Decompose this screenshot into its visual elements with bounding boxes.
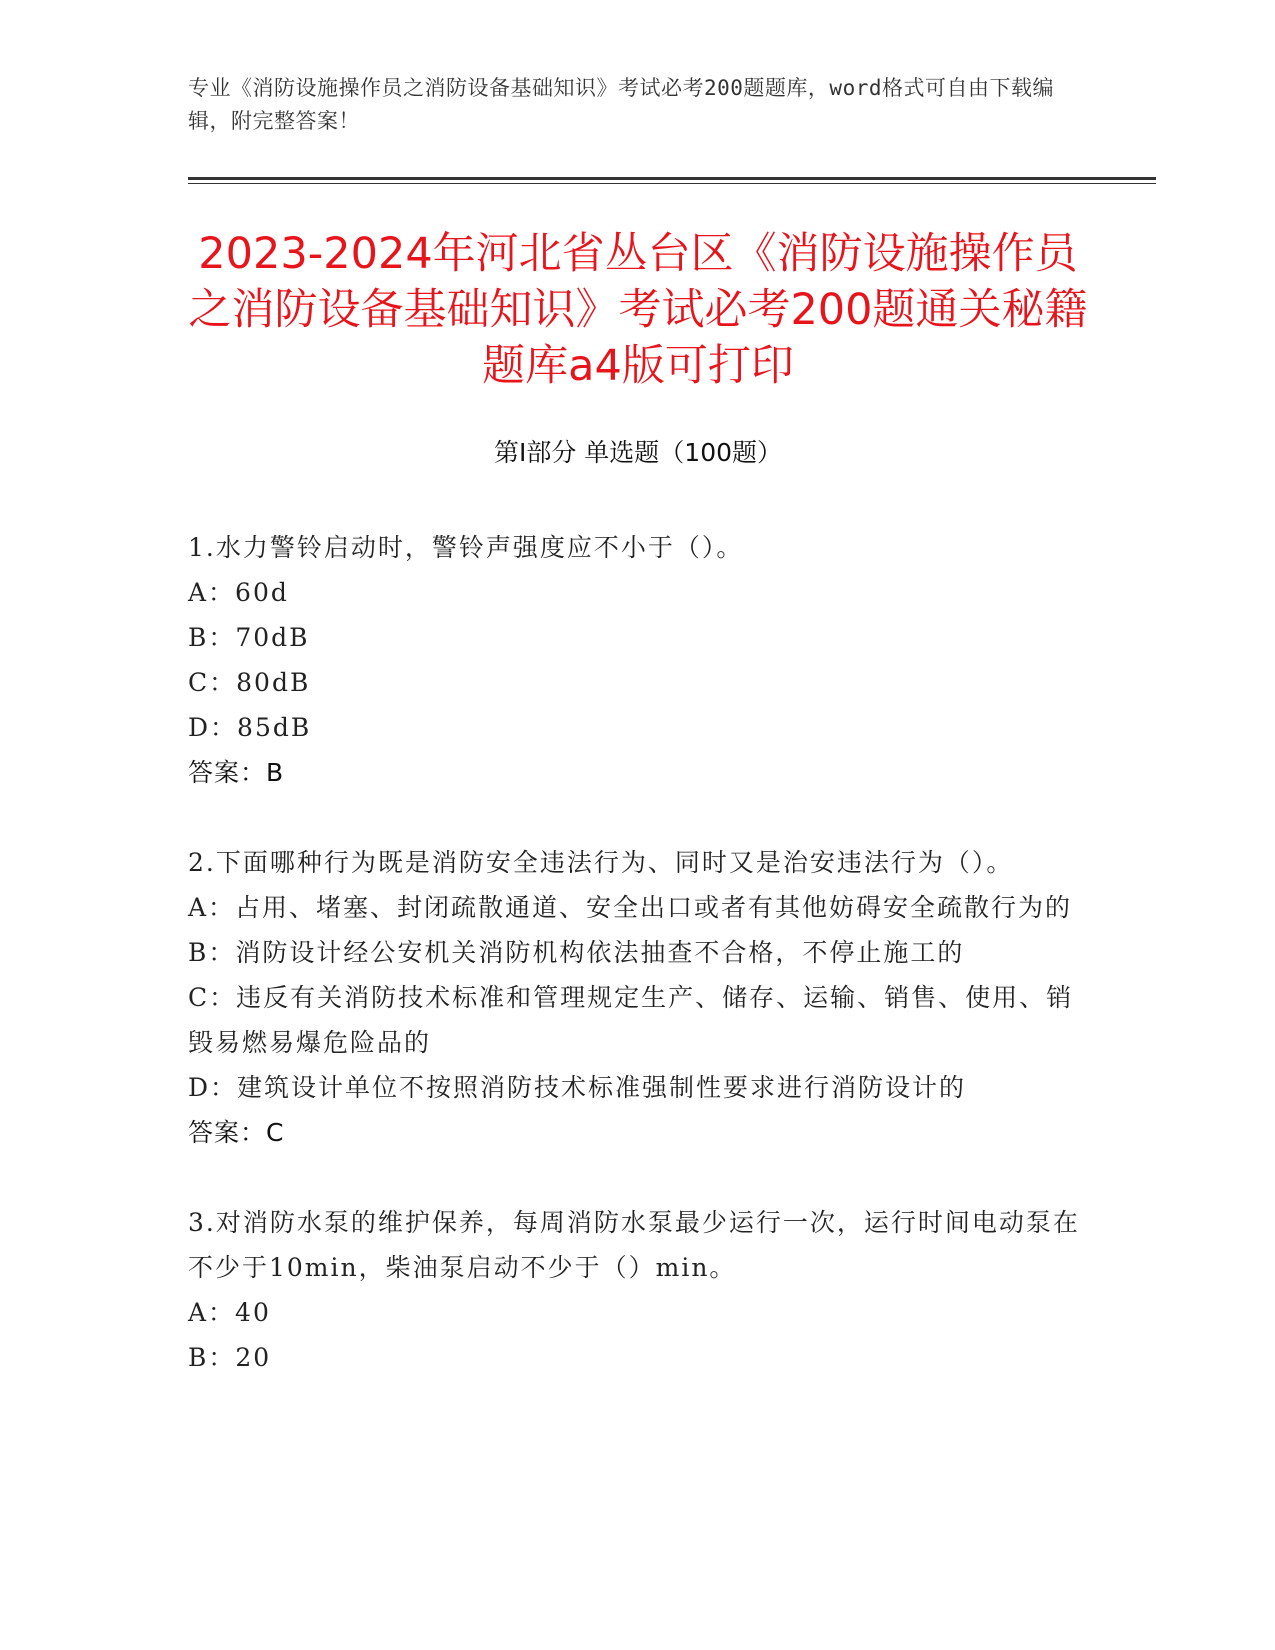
document-title: 2023-2024年河北省丛台区《消防设施操作员之消防设备基础知识》考试必考200题通关秘籍题库a4版可打印: [188, 229, 1088, 391]
section-heading: 第I部分 单选题（100题）: [493, 438, 783, 467]
option-d: D：建筑设计单位不按照消防技术标准强制性要求进行消防设计的: [188, 1073, 967, 1102]
option-a: A：60d: [188, 578, 289, 607]
question-stem: 3.对消防水泵的维护保养，每周消防水泵最少运行一次，运行时间电动泵在不少于10min，柴油泵启动不少于（）min。: [188, 1208, 1080, 1282]
question-3: [188, 1200, 1088, 1380]
question-stem: 2.下面哪种行为既是消防安全违法行为、同时又是治安违法行为（）。: [188, 848, 1014, 877]
option-c: C：违反有关消防技术标准和管理规定生产、储存、运输、销售、使用、销毁易燃易爆危险品的: [188, 983, 1074, 1057]
question-2: [188, 840, 1088, 1155]
question-list: [188, 525, 1088, 1425]
option-a: A：40: [188, 1298, 271, 1327]
header-rule-thick: [188, 177, 1156, 180]
answer-label: 答案：C: [188, 1118, 285, 1147]
option-b: B：70dB: [188, 623, 310, 652]
option-b: B：消防设计经公安机关消防机构依法抽查不合格，不停止施工的: [188, 938, 965, 967]
option-c: C：80dB: [188, 668, 311, 697]
option-d: D：85dB: [188, 713, 312, 742]
header-note: 专业《消防设施操作员之消防设备基础知识》考试必考200题题库，word格式可自由下载编辑，附完整答案！: [188, 76, 1054, 133]
option-b: B：20: [188, 1343, 272, 1372]
question-1: [188, 525, 1088, 795]
header-rule-thin: [188, 183, 1156, 184]
option-a: A：占用、堵塞、封闭疏散通道、安全出口或者有其他妨碍安全疏散行为的: [188, 893, 1073, 922]
answer-label: 答案：B: [188, 758, 285, 787]
question-stem: 1.水力警铃启动时，警铃声强度应不小于（）。: [188, 533, 744, 562]
